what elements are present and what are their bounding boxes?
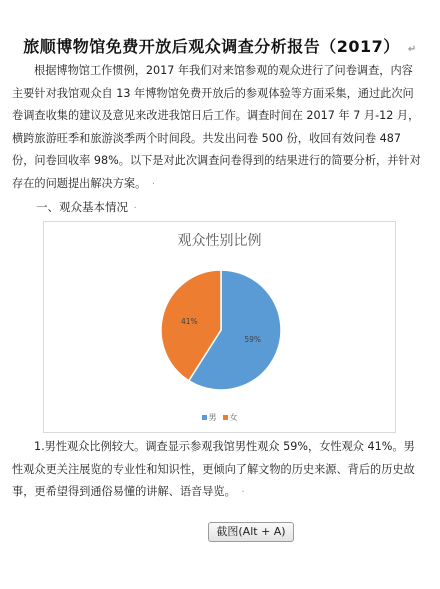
document-title: [0, 34, 440, 57]
chart-legend: [44, 412, 395, 423]
paragraph-mark: ·: [151, 178, 156, 190]
section-heading: [36, 199, 137, 215]
paragraph-mark: ·: [241, 487, 245, 499]
finding-text: 1.男性观众比例较大。调查显示参观我馆男性观众 59%，女性观众 41%。男性观众更关注展览的专业性和知识性，更倾向了解文物的历史来源、背后的历史故事，更希望得到通俗易懂的讲解、语音导览。: [12, 440, 415, 499]
paragraph-mark: ·: [133, 203, 137, 214]
legend-swatch-0: [202, 415, 207, 420]
section-heading-text: 一、观众基本情况: [36, 200, 128, 214]
intro-paragraph: [12, 60, 424, 197]
legend-swatch-1: [223, 415, 228, 420]
chart-title: 观众性别比例: [177, 233, 262, 249]
pie-slice-label-1: 41%: [180, 316, 198, 326]
legend-item-1: [223, 412, 238, 423]
legend-item-0: [202, 412, 217, 423]
legend-label-0: 男: [208, 413, 217, 422]
legend-label-1: 女: [229, 413, 238, 422]
finding-paragraph: [12, 436, 424, 505]
gender-pie-chart: [43, 221, 396, 433]
screenshot-button[interactable]: 截图(Alt + A): [208, 522, 294, 542]
paragraph-mark: ↵: [407, 44, 417, 55]
pie-chart-svg: [44, 222, 395, 432]
document-title-text: 旅顺博物馆免费开放后观众调查分析报告（2017）: [23, 37, 400, 56]
pie-slice-label-0: 59%: [244, 335, 262, 345]
intro-text: 根据博物馆工作惯例，2017 年我们对来馆参观的观众进行了问卷调查，内容主要针对我馆观众自 13 年博物馆免费开放后的参观体验等方面采集，通过此次问卷调查收集的建议及意见来改进我馆日后工作。调查时间在 2017 年 7 月-12 月，横跨旅游旺季和旅游淡季两个时间段。共发出问卷 500 份，收回有效问卷 487 份，问卷回收率 98%。以下是对此次调查问卷得到的结果进行的简要分析，并针对存在的问题提出解决方案。: [12, 64, 421, 190]
